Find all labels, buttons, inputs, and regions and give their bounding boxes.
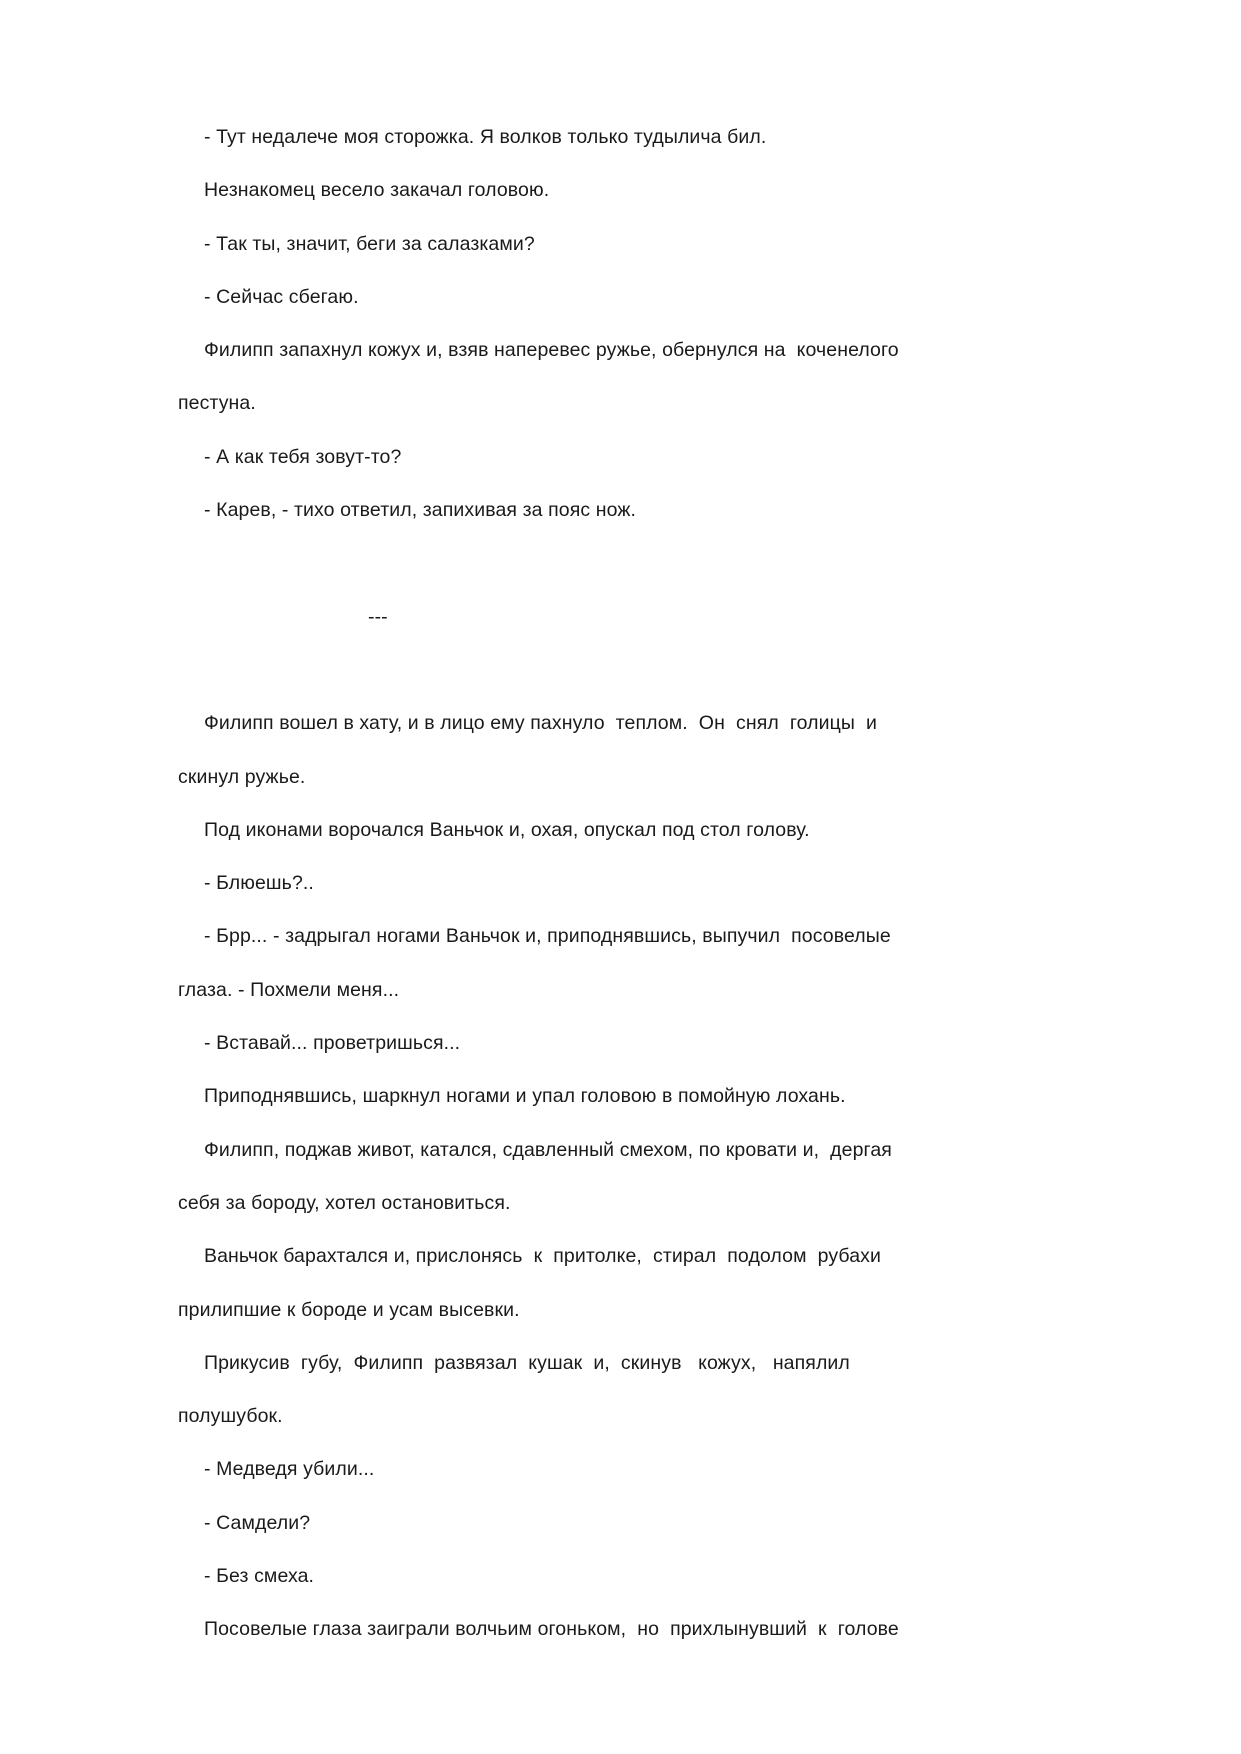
blank-line [178,537,958,590]
paragraph-line: Филипп вошел в хату, и в лицо ему пахнуло теплом. Он снял голицы и [204,712,878,735]
paragraph-line: - Так ты, значит, беги за салазками? [204,232,535,255]
paragraph-continuation: скинул ружье. [178,765,306,788]
paragraph-line: - Тут недалече моя сторожка. Я волков только тудылича бил. [204,126,767,148]
body-text [178,111,958,1657]
paragraph-line: - Блюешь?.. [204,872,314,895]
paragraph-line: - А как тебя зовут-то? [204,445,402,468]
paragraph-continuation: прилипшие к бороде и усам высевки. [178,1298,520,1321]
paragraph-line: - Медведя убили... [204,1458,375,1481]
section-separator: --- [368,605,388,628]
paragraph-line: Ваньчок барахтался и, прислонясь к притолке, стирал подолом рубахи [204,1245,882,1268]
paragraph-line: - Вставай... проветришься... [204,1032,461,1055]
paragraph-line: Прикусив губу, Филипп развязал кушак и, скинув кожух, напялил [204,1351,850,1374]
paragraph-line: Филипп запахнул кожух и, взяв наперевес ружье, обернулся на коченелого [204,339,899,362]
paragraph-continuation: себя за бороду, хотел остановиться. [178,1191,511,1214]
paragraph-line: Незнакомец весело закачал головою. [204,179,550,202]
paragraph-line: Приподнявшись, шаркнул ногами и упал головою в помойную лохань. [204,1085,846,1108]
paragraph-line: Филипп, поджав живот, катался, сдавленный смехом, по кровати и, дергая [204,1138,892,1161]
paragraph-line: Посовелые глаза заиграли волчьим огоньком, но прихлынувший к голове [204,1618,899,1641]
paragraph-continuation: пестуна. [178,392,256,415]
paragraph-continuation: полушубок. [178,1405,283,1428]
blank-line [178,644,958,697]
paragraph-line: - Самдели? [204,1511,311,1534]
paragraph-line: Под иконами ворочался Ваньчок и, охая, опускал под стол голову. [204,818,810,841]
paragraph-line: - Сейчас сбегаю. [204,285,359,308]
paragraph-line: - Карев, - тихо ответил, запихивая за пояс нож. [204,499,636,522]
paragraph-continuation: глаза. - Похмели меня... [178,978,400,1001]
paragraph-line: - Брр... - задрыгал ногами Ваньчок и, приподнявшись, выпучил посовелые [204,925,891,948]
paragraph-line: - Без смеха. [204,1565,315,1588]
